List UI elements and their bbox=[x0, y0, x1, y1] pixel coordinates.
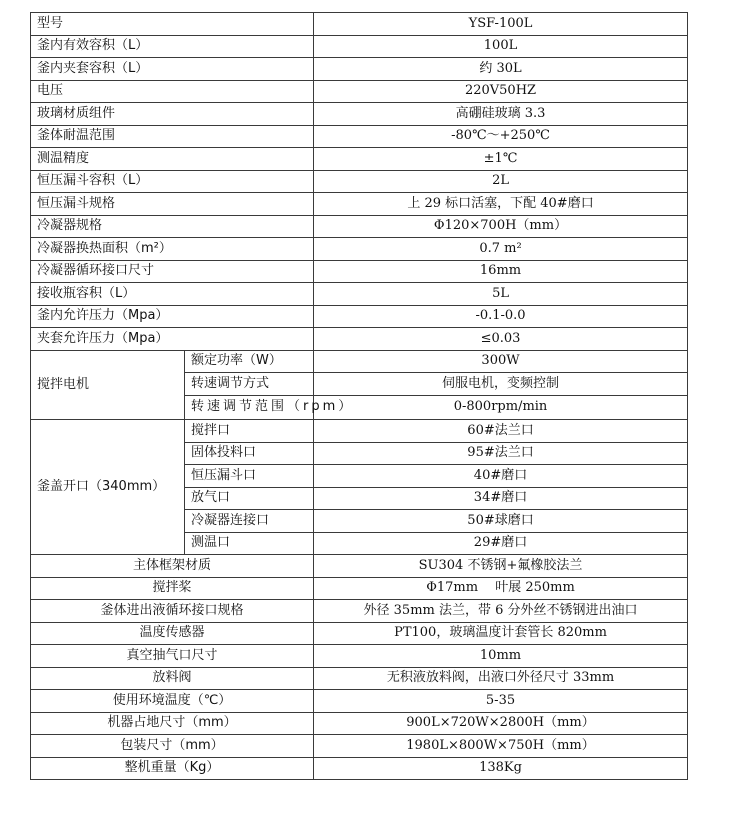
spec-value: 5L bbox=[314, 283, 688, 306]
spec-value: 300W bbox=[314, 350, 688, 373]
table-row bbox=[31, 328, 688, 351]
table-row bbox=[31, 125, 688, 148]
spec-value: Φ120×700H（mm） bbox=[314, 215, 688, 238]
table-row bbox=[31, 35, 688, 58]
group-label-lid: 釜盖开口（340mm） bbox=[31, 420, 185, 555]
table-row bbox=[31, 622, 688, 645]
table-row bbox=[31, 103, 688, 126]
table-row bbox=[31, 13, 688, 36]
spec-label: 电压 bbox=[31, 80, 314, 103]
spec-value: 29#磨口 bbox=[314, 532, 688, 555]
spec-sublabel: 测温口 bbox=[185, 532, 314, 555]
spec-label: 釜内允许压力（Mpa） bbox=[31, 305, 314, 328]
spec-label: 釜内夹套容积（L） bbox=[31, 58, 314, 81]
spec-label: 主体框架材质 bbox=[31, 555, 314, 578]
spec-value: Φ17mm 叶展 250mm bbox=[314, 577, 688, 600]
table-row bbox=[31, 80, 688, 103]
spec-value: 0-800rpm/min bbox=[314, 395, 688, 420]
spec-value: 34#磨口 bbox=[314, 487, 688, 510]
spec-table bbox=[30, 12, 688, 780]
spec-label: 釜内有效容积（L） bbox=[31, 35, 314, 58]
spec-label: 玻璃材质组件 bbox=[31, 103, 314, 126]
spec-label: 整机重量（Kg） bbox=[31, 757, 314, 780]
table-row bbox=[31, 238, 688, 261]
spec-label: 冷凝器换热面积（m²） bbox=[31, 238, 314, 261]
spec-value: -80℃～+250℃ bbox=[314, 125, 688, 148]
spec-label: 机器占地尺寸（mm） bbox=[31, 712, 314, 735]
table-row bbox=[31, 148, 688, 171]
spec-sublabel: 额定功率（W） bbox=[185, 350, 314, 373]
spec-label: 冷凝器规格 bbox=[31, 215, 314, 238]
table-row bbox=[31, 420, 688, 443]
spec-value: 40#磨口 bbox=[314, 465, 688, 488]
spec-label: 包装尺寸（mm） bbox=[31, 735, 314, 758]
table-row bbox=[31, 735, 688, 758]
spec-label: 真空抽气口尺寸 bbox=[31, 645, 314, 668]
table-row bbox=[31, 600, 688, 623]
spec-value: PT100，玻璃温度计套管长 820mm bbox=[314, 622, 688, 645]
spec-label: 测温精度 bbox=[31, 148, 314, 171]
spec-sublabel: 放气口 bbox=[185, 487, 314, 510]
table-row bbox=[31, 667, 688, 690]
spec-value: 高硼硅玻璃 3.3 bbox=[314, 103, 688, 126]
spec-value: ≤0.03 bbox=[314, 328, 688, 351]
spec-label: 恒压漏斗容积（L） bbox=[31, 170, 314, 193]
spec-label: 型号 bbox=[31, 13, 314, 36]
table-row bbox=[31, 577, 688, 600]
spec-value: 220V50HZ bbox=[314, 80, 688, 103]
table-row bbox=[31, 170, 688, 193]
spec-label: 冷凝器循环接口尺寸 bbox=[31, 260, 314, 283]
spec-value: SU304 不锈钢+氟橡胶法兰 bbox=[314, 555, 688, 578]
spec-label: 放料阀 bbox=[31, 667, 314, 690]
table-row bbox=[31, 215, 688, 238]
spec-label: 温度传感器 bbox=[31, 622, 314, 645]
spec-value: 外径 35mm 法兰，带 6 分外丝不锈钢进出油口 bbox=[314, 600, 688, 623]
spec-value: -0.1-0.0 bbox=[314, 305, 688, 328]
spec-value: 50#球磨口 bbox=[314, 510, 688, 533]
table-row bbox=[31, 350, 688, 373]
table-row bbox=[31, 757, 688, 780]
spec-value: ±1℃ bbox=[314, 148, 688, 171]
spec-value: 约 30L bbox=[314, 58, 688, 81]
table-row bbox=[31, 305, 688, 328]
spec-value: 无积液放料阀，出液口外径尺寸 33mm bbox=[314, 667, 688, 690]
table-row bbox=[31, 712, 688, 735]
spec-value: 10mm bbox=[314, 645, 688, 668]
spec-label: 接收瓶容积（L） bbox=[31, 283, 314, 306]
spec-value: YSF-100L bbox=[314, 13, 688, 36]
spec-value: 100L bbox=[314, 35, 688, 58]
spec-value: 16mm bbox=[314, 260, 688, 283]
spec-sublabel: 转速调节方式 bbox=[185, 373, 314, 396]
spec-value: 上 29 标口活塞，下配 40#磨口 bbox=[314, 193, 688, 216]
spec-value: 2L bbox=[314, 170, 688, 193]
spec-value: 900L×720W×2800H（mm） bbox=[314, 712, 688, 735]
spec-sublabel: 冷凝器连接口 bbox=[185, 510, 314, 533]
spec-label: 釜体进出液循环接口规格 bbox=[31, 600, 314, 623]
spec-sublabel: 固体投料口 bbox=[185, 442, 314, 465]
table-row bbox=[31, 690, 688, 713]
spec-value: 伺服电机，变频控制 bbox=[314, 373, 688, 396]
spec-label: 釜体耐温范围 bbox=[31, 125, 314, 148]
spec-label: 使用环境温度（℃） bbox=[31, 690, 314, 713]
group-label-motor: 搅拌电机 bbox=[31, 350, 185, 420]
spec-value: 5-35 bbox=[314, 690, 688, 713]
table-row bbox=[31, 283, 688, 306]
spec-value: 95#法兰口 bbox=[314, 442, 688, 465]
spec-value: 0.7 m² bbox=[314, 238, 688, 261]
spec-label: 夹套允许压力（Mpa） bbox=[31, 328, 314, 351]
spec-sublabel: 转速调节范围（rpm） bbox=[185, 395, 314, 420]
spec-sublabel: 恒压漏斗口 bbox=[185, 465, 314, 488]
table-row bbox=[31, 645, 688, 668]
table-row bbox=[31, 260, 688, 283]
table-row bbox=[31, 193, 688, 216]
table-row bbox=[31, 555, 688, 578]
spec-sublabel: 搅拌口 bbox=[185, 420, 314, 443]
spec-label: 搅拌桨 bbox=[31, 577, 314, 600]
spec-value: 1980L×800W×750H（mm） bbox=[314, 735, 688, 758]
spec-value: 60#法兰口 bbox=[314, 420, 688, 443]
spec-value: 138Kg bbox=[314, 757, 688, 780]
table-row bbox=[31, 58, 688, 81]
spec-label: 恒压漏斗规格 bbox=[31, 193, 314, 216]
